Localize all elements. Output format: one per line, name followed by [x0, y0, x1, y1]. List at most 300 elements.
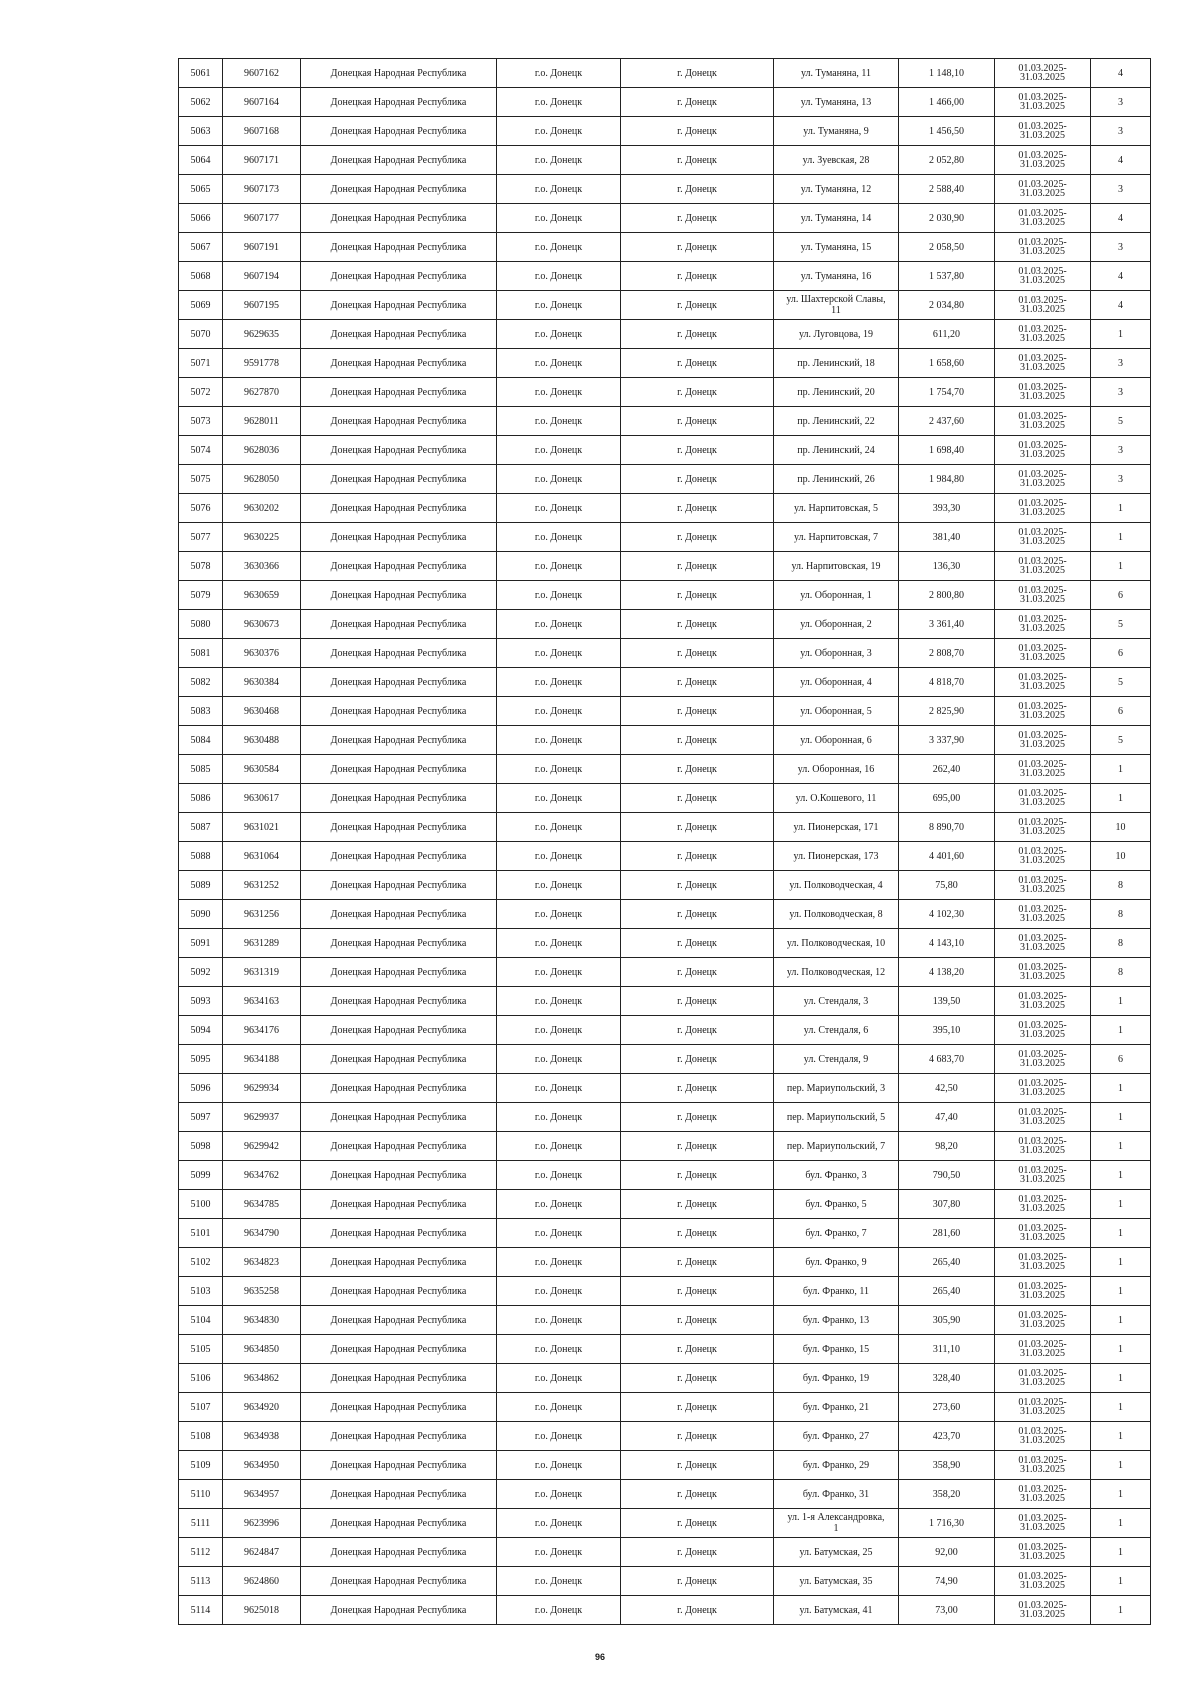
table-row: [179, 610, 1151, 639]
address: ул. Шахтерской Славы, 11: [774, 291, 899, 320]
table-row: [179, 1045, 1151, 1074]
table-row: [179, 1451, 1151, 1480]
region-name: Донецкая Народная Республика: [301, 233, 497, 262]
region-name: Донецкая Народная Республика: [301, 813, 497, 842]
district-name: г.о. Донецк: [497, 349, 621, 378]
address: ул. Туманяна, 13: [774, 88, 899, 117]
city-name: г. Донецк: [621, 407, 774, 436]
address: бул. Франко, 15: [774, 1335, 899, 1364]
address: бул. Франко, 3: [774, 1161, 899, 1190]
count-value: 4: [1091, 291, 1151, 320]
district-name: г.о. Донецк: [497, 726, 621, 755]
period-range: 01.03.2025- 31.03.2025: [995, 117, 1091, 146]
row-number: 5091: [179, 929, 223, 958]
period-range: 01.03.2025- 31.03.2025: [995, 987, 1091, 1016]
region-name: Донецкая Народная Республика: [301, 175, 497, 204]
building-id: 9634950: [223, 1451, 301, 1480]
row-number: 5112: [179, 1538, 223, 1567]
period-range: 01.03.2025- 31.03.2025: [995, 1422, 1091, 1451]
period-range: 01.03.2025- 31.03.2025: [995, 1074, 1091, 1103]
city-name: г. Донецк: [621, 987, 774, 1016]
table-row: [179, 407, 1151, 436]
city-name: г. Донецк: [621, 1074, 774, 1103]
city-name: г. Донецк: [621, 465, 774, 494]
region-name: Донецкая Народная Республика: [301, 900, 497, 929]
address: ул. Полководческая, 12: [774, 958, 899, 987]
row-number: 5080: [179, 610, 223, 639]
count-value: 5: [1091, 726, 1151, 755]
address: ул. Батумская, 35: [774, 1567, 899, 1596]
region-name: Донецкая Народная Республика: [301, 204, 497, 233]
count-value: 3: [1091, 88, 1151, 117]
period-range: 01.03.2025- 31.03.2025: [995, 1335, 1091, 1364]
region-name: Донецкая Народная Республика: [301, 1364, 497, 1393]
city-name: г. Донецк: [621, 59, 774, 88]
area-value: 4 102,30: [899, 900, 995, 929]
count-value: 1: [1091, 1074, 1151, 1103]
count-value: 5: [1091, 668, 1151, 697]
district-name: г.о. Донецк: [497, 1393, 621, 1422]
table-row: [179, 552, 1151, 581]
building-id: 9631289: [223, 929, 301, 958]
row-number: 5096: [179, 1074, 223, 1103]
region-name: Донецкая Народная Республика: [301, 552, 497, 581]
building-id: 9634957: [223, 1480, 301, 1509]
period-range: 01.03.2025- 31.03.2025: [995, 436, 1091, 465]
building-id: 9607171: [223, 146, 301, 175]
period-range: 01.03.2025- 31.03.2025: [995, 494, 1091, 523]
table-row: [179, 1567, 1151, 1596]
region-name: Донецкая Народная Республика: [301, 1509, 497, 1538]
city-name: г. Донецк: [621, 1596, 774, 1625]
area-value: 4 683,70: [899, 1045, 995, 1074]
period-range: 01.03.2025- 31.03.2025: [995, 958, 1091, 987]
district-name: г.о. Донецк: [497, 523, 621, 552]
address: ул. Оборонная, 16: [774, 755, 899, 784]
count-value: 8: [1091, 900, 1151, 929]
table-row: [179, 1393, 1151, 1422]
count-value: 1: [1091, 1393, 1151, 1422]
region-name: Донецкая Народная Республика: [301, 784, 497, 813]
address: бул. Франко, 7: [774, 1219, 899, 1248]
city-name: г. Донецк: [621, 1335, 774, 1364]
count-value: 1: [1091, 1364, 1151, 1393]
table-row: [179, 1538, 1151, 1567]
region-name: Донецкая Народная Республика: [301, 668, 497, 697]
city-name: г. Донецк: [621, 929, 774, 958]
table-row: [179, 291, 1151, 320]
area-value: 2 437,60: [899, 407, 995, 436]
count-value: 1: [1091, 1248, 1151, 1277]
area-value: 42,50: [899, 1074, 995, 1103]
area-value: 611,20: [899, 320, 995, 349]
count-value: 1: [1091, 1132, 1151, 1161]
count-value: 1: [1091, 784, 1151, 813]
area-value: 73,00: [899, 1596, 995, 1625]
row-number: 5089: [179, 871, 223, 900]
area-value: 139,50: [899, 987, 995, 1016]
count-value: 1: [1091, 1422, 1151, 1451]
area-value: 2 030,90: [899, 204, 995, 233]
table-row: [179, 1596, 1151, 1625]
period-range: 01.03.2025- 31.03.2025: [995, 697, 1091, 726]
period-range: 01.03.2025- 31.03.2025: [995, 581, 1091, 610]
district-name: г.о. Донецк: [497, 1364, 621, 1393]
address: ул. Туманяна, 12: [774, 175, 899, 204]
period-range: 01.03.2025- 31.03.2025: [995, 1480, 1091, 1509]
district-name: г.о. Донецк: [497, 407, 621, 436]
area-value: 273,60: [899, 1393, 995, 1422]
building-id: 9634823: [223, 1248, 301, 1277]
count-value: 1: [1091, 1451, 1151, 1480]
address: бул. Франко, 19: [774, 1364, 899, 1393]
address: ул. Зуевская, 28: [774, 146, 899, 175]
area-value: 1 537,80: [899, 262, 995, 291]
city-name: г. Донецк: [621, 291, 774, 320]
table-row: [179, 842, 1151, 871]
region-name: Донецкая Народная Республика: [301, 378, 497, 407]
row-number: 5099: [179, 1161, 223, 1190]
row-number: 5074: [179, 436, 223, 465]
period-range: 01.03.2025- 31.03.2025: [995, 726, 1091, 755]
area-value: 395,10: [899, 1016, 995, 1045]
row-number: 5085: [179, 755, 223, 784]
district-name: г.о. Донецк: [497, 929, 621, 958]
address: пер. Мариупольский, 3: [774, 1074, 899, 1103]
address: ул. Оборонная, 3: [774, 639, 899, 668]
address: бул. Франко, 27: [774, 1422, 899, 1451]
city-name: г. Донецк: [621, 842, 774, 871]
row-number: 5114: [179, 1596, 223, 1625]
period-range: 01.03.2025- 31.03.2025: [995, 842, 1091, 871]
row-number: 5073: [179, 407, 223, 436]
building-id: 9630384: [223, 668, 301, 697]
building-id: 9631256: [223, 900, 301, 929]
region-name: Донецкая Народная Республика: [301, 1306, 497, 1335]
district-name: г.о. Донецк: [497, 1219, 621, 1248]
row-number: 5078: [179, 552, 223, 581]
address: ул. Туманяна, 16: [774, 262, 899, 291]
region-name: Донецкая Народная Республика: [301, 349, 497, 378]
period-range: 01.03.2025- 31.03.2025: [995, 552, 1091, 581]
period-range: 01.03.2025- 31.03.2025: [995, 146, 1091, 175]
address: ул. О.Кошевого, 11: [774, 784, 899, 813]
region-name: Донецкая Народная Республика: [301, 987, 497, 1016]
table-row: [179, 813, 1151, 842]
row-number: 5084: [179, 726, 223, 755]
area-value: 393,30: [899, 494, 995, 523]
district-name: г.о. Донецк: [497, 1103, 621, 1132]
city-name: г. Донецк: [621, 871, 774, 900]
area-value: 4 138,20: [899, 958, 995, 987]
region-name: Донецкая Народная Республика: [301, 1393, 497, 1422]
area-value: 1 658,60: [899, 349, 995, 378]
district-name: г.о. Донецк: [497, 813, 621, 842]
region-name: Донецкая Народная Республика: [301, 1451, 497, 1480]
table-row: [179, 784, 1151, 813]
district-name: г.о. Донецк: [497, 842, 621, 871]
area-value: 423,70: [899, 1422, 995, 1451]
period-range: 01.03.2025- 31.03.2025: [995, 1277, 1091, 1306]
region-name: Донецкая Народная Республика: [301, 1596, 497, 1625]
building-id: 9629942: [223, 1132, 301, 1161]
region-name: Донецкая Народная Республика: [301, 88, 497, 117]
building-id: 9634188: [223, 1045, 301, 1074]
period-range: 01.03.2025- 31.03.2025: [995, 407, 1091, 436]
count-value: 1: [1091, 1161, 1151, 1190]
address: ул. Нарпитовская, 5: [774, 494, 899, 523]
address: ул. Оборонная, 2: [774, 610, 899, 639]
count-value: 8: [1091, 929, 1151, 958]
address: ул. Туманяна, 11: [774, 59, 899, 88]
table-row: [179, 465, 1151, 494]
district-name: г.о. Донецк: [497, 291, 621, 320]
area-value: 2 800,80: [899, 581, 995, 610]
buildings-table: [178, 58, 1151, 1625]
count-value: 3: [1091, 465, 1151, 494]
count-value: 4: [1091, 204, 1151, 233]
area-value: 1 716,30: [899, 1509, 995, 1538]
count-value: 1: [1091, 755, 1151, 784]
district-name: г.о. Донецк: [497, 1538, 621, 1567]
table-row: [179, 117, 1151, 146]
district-name: г.о. Донецк: [497, 233, 621, 262]
table-row: [179, 1074, 1151, 1103]
area-value: 311,10: [899, 1335, 995, 1364]
building-id: 9607162: [223, 59, 301, 88]
region-name: Донецкая Народная Республика: [301, 117, 497, 146]
table-row: [179, 233, 1151, 262]
region-name: Донецкая Народная Республика: [301, 262, 497, 291]
row-number: 5106: [179, 1364, 223, 1393]
table-row: [179, 639, 1151, 668]
region-name: Донецкая Народная Республика: [301, 407, 497, 436]
address: ул. Стендаля, 9: [774, 1045, 899, 1074]
row-number: 5065: [179, 175, 223, 204]
city-name: г. Донецк: [621, 581, 774, 610]
count-value: 1: [1091, 1596, 1151, 1625]
region-name: Донецкая Народная Республика: [301, 436, 497, 465]
address: бул. Франко, 11: [774, 1277, 899, 1306]
city-name: г. Донецк: [621, 204, 774, 233]
table-row: [179, 523, 1151, 552]
address: ул. Оборонная, 5: [774, 697, 899, 726]
area-value: 3 337,90: [899, 726, 995, 755]
period-range: 01.03.2025- 31.03.2025: [995, 755, 1091, 784]
district-name: г.о. Донецк: [497, 1451, 621, 1480]
building-id: 9607173: [223, 175, 301, 204]
area-value: 74,90: [899, 1567, 995, 1596]
city-name: г. Донецк: [621, 697, 774, 726]
row-number: 5107: [179, 1393, 223, 1422]
address: пер. Мариупольский, 5: [774, 1103, 899, 1132]
district-name: г.о. Донецк: [497, 378, 621, 407]
row-number: 5111: [179, 1509, 223, 1538]
count-value: 3: [1091, 436, 1151, 465]
period-range: 01.03.2025- 31.03.2025: [995, 320, 1091, 349]
count-value: 8: [1091, 871, 1151, 900]
city-name: г. Донецк: [621, 1451, 774, 1480]
region-name: Донецкая Народная Республика: [301, 1277, 497, 1306]
count-value: 1: [1091, 1509, 1151, 1538]
area-value: 2 825,90: [899, 697, 995, 726]
city-name: г. Донецк: [621, 262, 774, 291]
table-row: [179, 378, 1151, 407]
count-value: 3: [1091, 378, 1151, 407]
building-id: 9634790: [223, 1219, 301, 1248]
count-value: 1: [1091, 1016, 1151, 1045]
address: ул. Туманяна, 14: [774, 204, 899, 233]
table-row: [179, 1277, 1151, 1306]
period-range: 01.03.2025- 31.03.2025: [995, 813, 1091, 842]
period-range: 01.03.2025- 31.03.2025: [995, 1393, 1091, 1422]
region-name: Донецкая Народная Республика: [301, 697, 497, 726]
city-name: г. Донецк: [621, 1480, 774, 1509]
district-name: г.о. Донецк: [497, 1422, 621, 1451]
region-name: Донецкая Народная Республика: [301, 291, 497, 320]
area-value: 2 808,70: [899, 639, 995, 668]
count-value: 4: [1091, 262, 1151, 291]
building-id: 9607164: [223, 88, 301, 117]
building-id: 9623996: [223, 1509, 301, 1538]
district-name: г.о. Донецк: [497, 1074, 621, 1103]
address: ул. Оборонная, 4: [774, 668, 899, 697]
district-name: г.о. Донецк: [497, 88, 621, 117]
district-name: г.о. Донецк: [497, 175, 621, 204]
building-id: 9631319: [223, 958, 301, 987]
table-row: [179, 320, 1151, 349]
city-name: г. Донецк: [621, 233, 774, 262]
address: ул. Полководческая, 4: [774, 871, 899, 900]
address: ул. Стендаля, 3: [774, 987, 899, 1016]
count-value: 6: [1091, 639, 1151, 668]
area-value: 98,20: [899, 1132, 995, 1161]
city-name: г. Донецк: [621, 813, 774, 842]
city-name: г. Донецк: [621, 1306, 774, 1335]
count-value: 6: [1091, 1045, 1151, 1074]
table-row: [179, 146, 1151, 175]
district-name: г.о. Донецк: [497, 1045, 621, 1074]
period-range: 01.03.2025- 31.03.2025: [995, 1451, 1091, 1480]
city-name: г. Донецк: [621, 1364, 774, 1393]
region-name: Донецкая Народная Республика: [301, 726, 497, 755]
building-id: 9629934: [223, 1074, 301, 1103]
city-name: г. Донецк: [621, 1190, 774, 1219]
area-value: 328,40: [899, 1364, 995, 1393]
area-value: 92,00: [899, 1538, 995, 1567]
district-name: г.о. Донецк: [497, 581, 621, 610]
address: пер. Мариупольский, 7: [774, 1132, 899, 1161]
address: бул. Франко, 5: [774, 1190, 899, 1219]
table-row: [179, 1335, 1151, 1364]
area-value: 381,40: [899, 523, 995, 552]
table-row: [179, 1132, 1151, 1161]
building-id: 3630366: [223, 552, 301, 581]
city-name: г. Донецк: [621, 668, 774, 697]
district-name: г.о. Донецк: [497, 1335, 621, 1364]
area-value: 4 818,70: [899, 668, 995, 697]
district-name: г.о. Донецк: [497, 465, 621, 494]
period-range: 01.03.2025- 31.03.2025: [995, 1219, 1091, 1248]
count-value: 1: [1091, 1538, 1151, 1567]
city-name: г. Донецк: [621, 146, 774, 175]
table-body: [179, 59, 1151, 1625]
building-id: 9634830: [223, 1306, 301, 1335]
region-name: Донецкая Народная Республика: [301, 1538, 497, 1567]
area-value: 2 034,80: [899, 291, 995, 320]
table-row: [179, 494, 1151, 523]
area-value: 1 698,40: [899, 436, 995, 465]
area-value: 1 148,10: [899, 59, 995, 88]
row-number: 5063: [179, 117, 223, 146]
region-name: Донецкая Народная Республика: [301, 1016, 497, 1045]
count-value: 4: [1091, 59, 1151, 88]
period-range: 01.03.2025- 31.03.2025: [995, 929, 1091, 958]
row-number: 5101: [179, 1219, 223, 1248]
count-value: 5: [1091, 610, 1151, 639]
district-name: г.о. Донецк: [497, 639, 621, 668]
count-value: 1: [1091, 1103, 1151, 1132]
count-value: 1: [1091, 987, 1151, 1016]
area-value: 4 143,10: [899, 929, 995, 958]
count-value: 3: [1091, 175, 1151, 204]
region-name: Донецкая Народная Республика: [301, 1103, 497, 1132]
address: ул. 1-я Александровка, 1: [774, 1509, 899, 1538]
address: ул. Луговцова, 19: [774, 320, 899, 349]
city-name: г. Донецк: [621, 552, 774, 581]
count-value: 1: [1091, 1306, 1151, 1335]
city-name: г. Донецк: [621, 494, 774, 523]
city-name: г. Донецк: [621, 378, 774, 407]
row-number: 5076: [179, 494, 223, 523]
address: ул. Нарпитовская, 19: [774, 552, 899, 581]
city-name: г. Донецк: [621, 1567, 774, 1596]
area-value: 281,60: [899, 1219, 995, 1248]
region-name: Донецкая Народная Республика: [301, 523, 497, 552]
row-number: 5113: [179, 1567, 223, 1596]
building-id: 9625018: [223, 1596, 301, 1625]
district-name: г.о. Донецк: [497, 755, 621, 784]
row-number: 5090: [179, 900, 223, 929]
row-number: 5061: [179, 59, 223, 88]
region-name: Донецкая Народная Республика: [301, 581, 497, 610]
region-name: Донецкая Народная Республика: [301, 755, 497, 784]
building-id: 9634938: [223, 1422, 301, 1451]
address: пр. Ленинский, 22: [774, 407, 899, 436]
count-value: 5: [1091, 407, 1151, 436]
district-name: г.о. Донецк: [497, 697, 621, 726]
city-name: г. Донецк: [621, 1538, 774, 1567]
period-range: 01.03.2025- 31.03.2025: [995, 465, 1091, 494]
region-name: Донецкая Народная Республика: [301, 871, 497, 900]
region-name: Донецкая Народная Республика: [301, 1190, 497, 1219]
address: ул. Полководческая, 10: [774, 929, 899, 958]
building-id: 9634785: [223, 1190, 301, 1219]
count-value: 1: [1091, 552, 1151, 581]
building-id: 9630617: [223, 784, 301, 813]
count-value: 1: [1091, 1190, 1151, 1219]
area-value: 790,50: [899, 1161, 995, 1190]
row-number: 5082: [179, 668, 223, 697]
district-name: г.о. Донецк: [497, 900, 621, 929]
area-value: 265,40: [899, 1248, 995, 1277]
building-id: 9631021: [223, 813, 301, 842]
district-name: г.о. Донецк: [497, 1161, 621, 1190]
table-row: [179, 1103, 1151, 1132]
period-range: 01.03.2025- 31.03.2025: [995, 1045, 1091, 1074]
city-name: г. Донецк: [621, 755, 774, 784]
building-id: 9624847: [223, 1538, 301, 1567]
